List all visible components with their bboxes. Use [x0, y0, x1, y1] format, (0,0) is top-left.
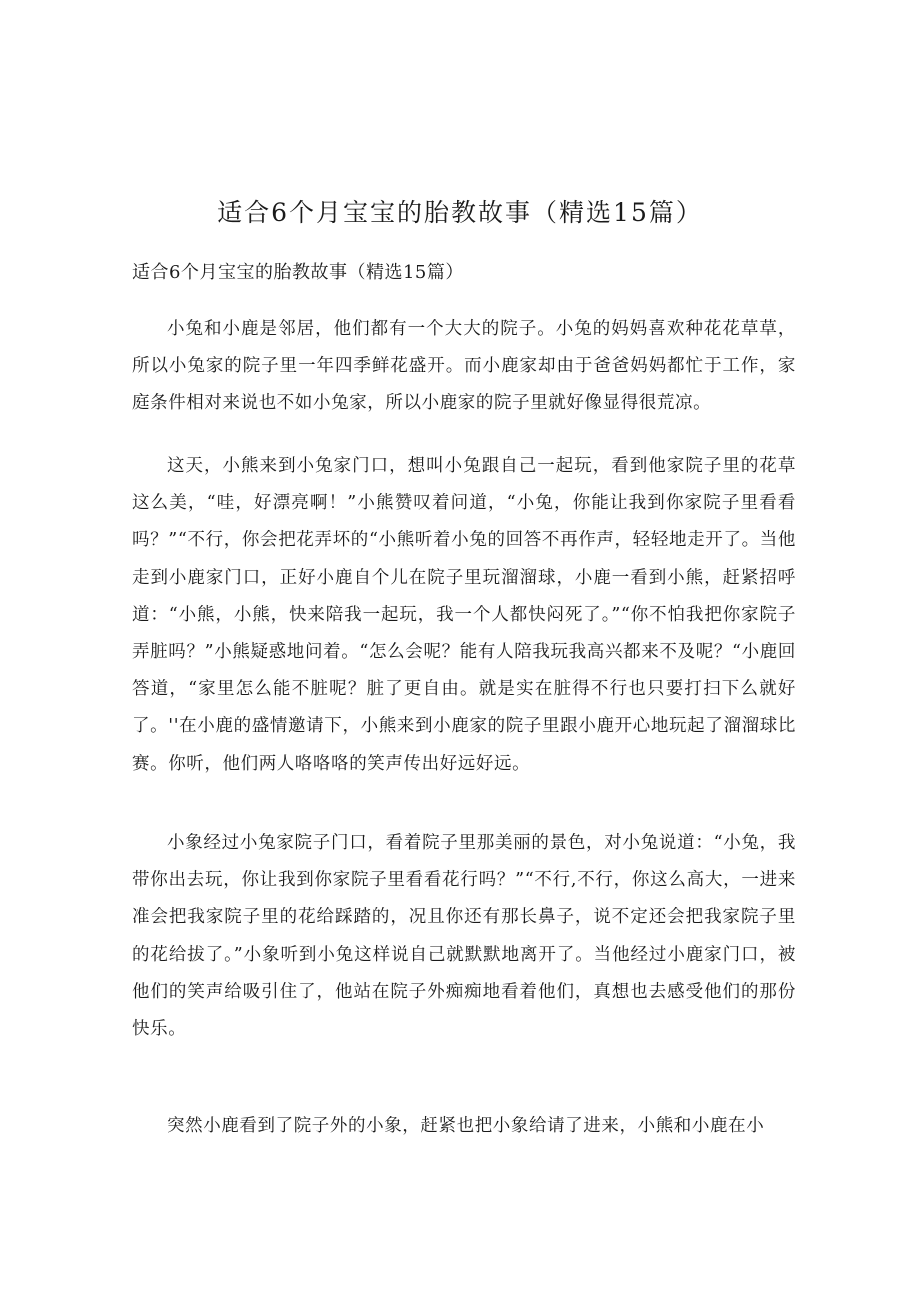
document-subtitle: 适合6个月宝宝的胎教故事（精选15篇）	[132, 262, 464, 283]
story-paragraph-1: 小兔和小鹿是邻居，他们都有一个大大的院子。小兔的妈妈喜欢种花花草草，所以小兔家的院子里一年四季鲜花盛开。而小鹿家却由于爸爸妈妈都忙于工作，家庭条件相对来说也不如小兔家，所以小鹿家的院子里就好像显得很荒凉。	[132, 319, 796, 414]
story-paragraph-4: 突然小鹿看到了院子外的小象，赶紧也把小象给请了进来，小熊和小鹿在小	[167, 1116, 765, 1136]
story-paragraph-3: 小象经过小兔家院子门口，看着院子里那美丽的景色，对小兔说道：“小兔，我带你出去玩，你让我到你家院子里看看花行吗？”“不行,不行，你这么高大，一进来准会把我家院子里的花给踩踏的，况且你还有那长鼻子，说不定还会把我家院子里的花给拔了。”小象听到小兔这样说自己就默默地离开了。当他经过小鹿家门口，被他们的笑声给吸引住了，他站在院子外痴痴地看着他们，真想也去感受他们的那份快乐。	[132, 833, 796, 1040]
story-paragraph-2: 这天，小熊来到小兔家门口，想叫小兔跟自己一起玩，看到他家院子里的花草这么美，“哇，好漂亮啊！”小熊赞叹着问道，“小兔，你能让我到你家院子里看看吗？”“不行，你会把花弄坏的“小熊听着小兔的回答不再作声，轻轻地走开了。当他走到小鹿家门口，正好小鹿自个儿在院子里玩溜溜球，小鹿一看到小熊，赶紧招呼道：“小熊，小熊，快来陪我一起玩，我一个人都快闷死了。”“你不怕我把你家院子弄脏吗？”小熊疑惑地问着。“怎么会呢？能有人陪我玩我高兴都来不及呢？“小鹿回答道，“家里怎么能不脏呢？脏了更自由。就是实在脏得不行也只要打扫下么就好了。''在小鹿的盛情邀请下，小熊来到小鹿家的院子里跟小鹿开心地玩起了溜溜球比赛。你听，他们两人咯咯咯的笑声传出好远好远。	[132, 456, 796, 774]
document-title: 适合6个月宝宝的胎教故事（精选15篇）	[217, 198, 703, 227]
